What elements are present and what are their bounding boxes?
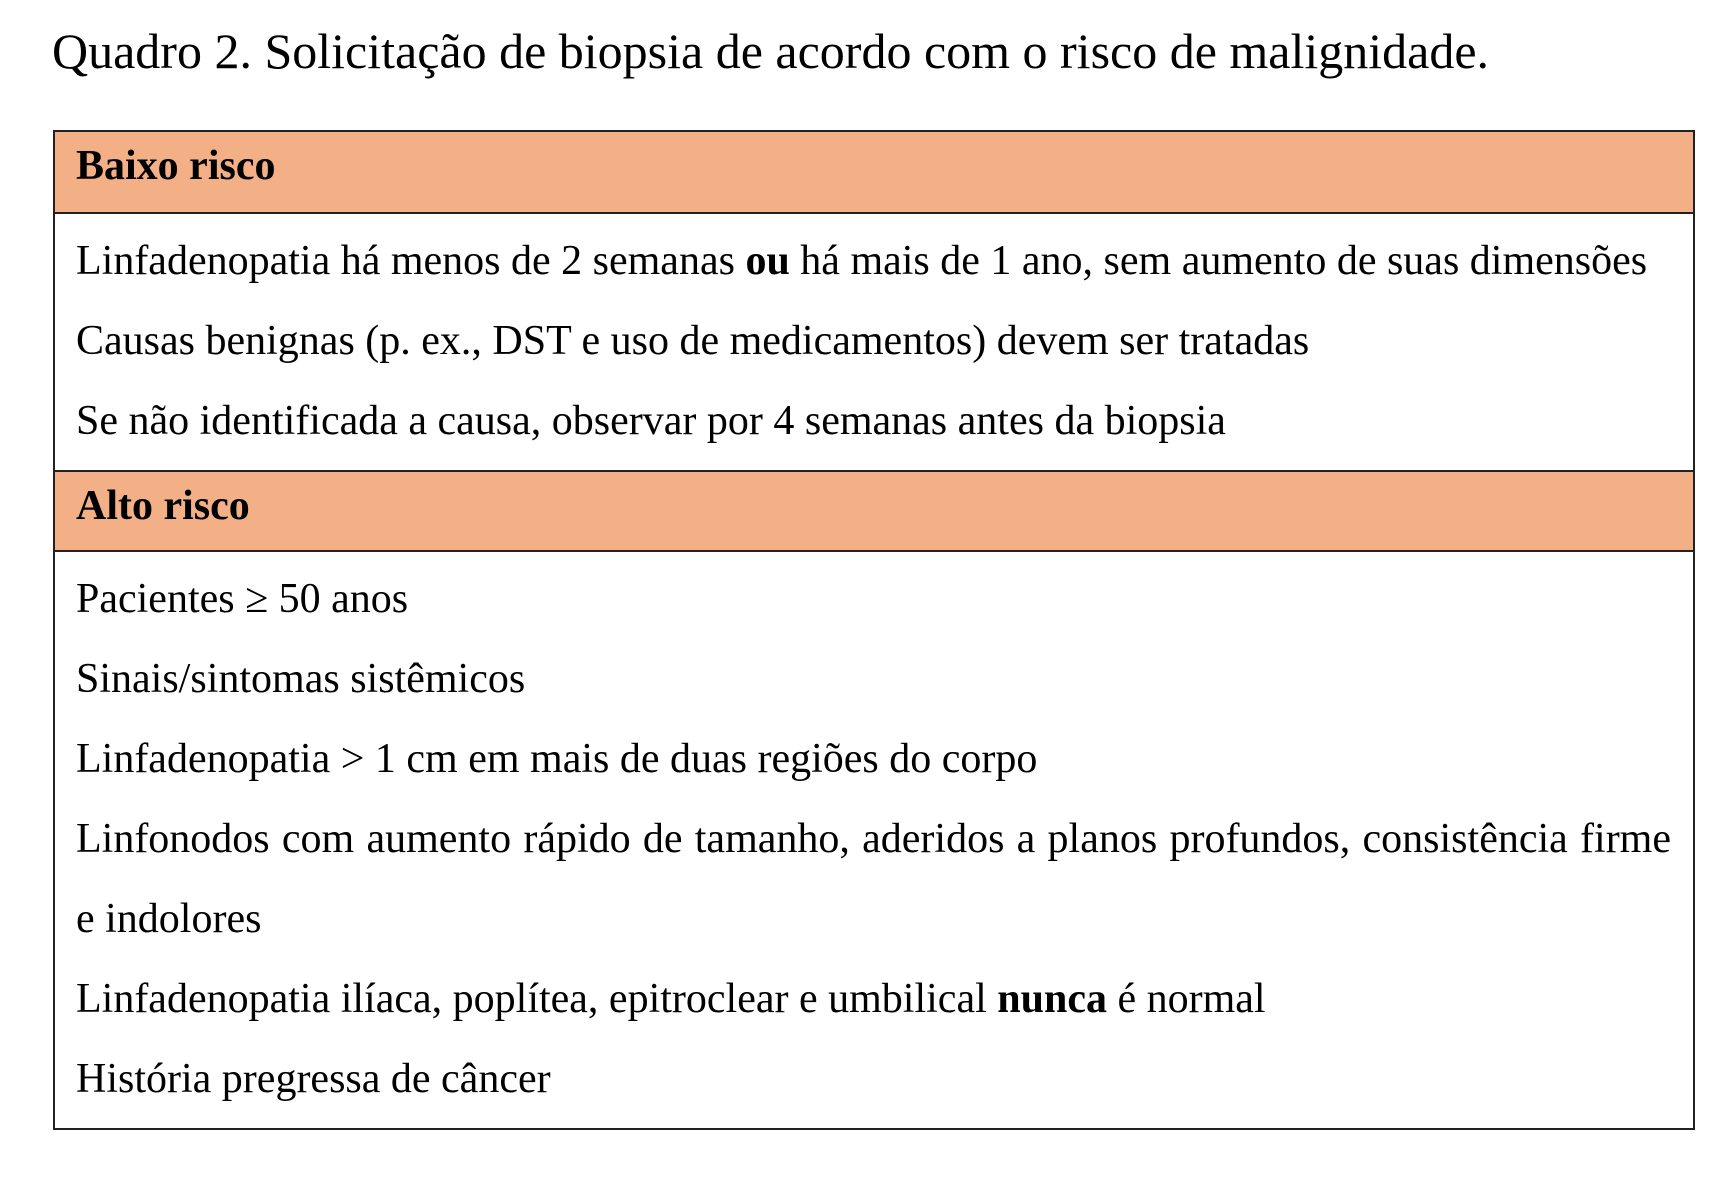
table-row: Sinais/sintomas sistêmicos <box>76 656 526 702</box>
table-row: História pregressa de câncer <box>76 1056 551 1102</box>
risk-table <box>53 130 1695 1130</box>
table-row: Pacientes ≥ 50 anos <box>76 576 409 622</box>
row-text: Linfadenopatia ilíaca, poplítea, epitroclear e umbilical <box>76 976 998 1022</box>
table-row: Se não identificada a causa, observar por 4 semanas antes da biopsia <box>76 398 1226 444</box>
section-header-baixo-risco: Baixo risco <box>55 132 1693 214</box>
row-text: há mais de 1 ano, sem aumento de suas dimensões <box>789 238 1648 284</box>
table-row <box>76 959 1671 1039</box>
table-row: Causas benignas (p. ex., DST e uso de medicamentos) devem ser tratadas <box>76 318 1310 364</box>
table-caption: Quadro 2. Solicitação de biopsia de acordo com o risco de malignidade. <box>52 23 1490 79</box>
table-row <box>76 221 1671 301</box>
section-body-baixo-risco <box>55 214 1693 470</box>
row-text: Linfadenopatia há menos de 2 semanas <box>76 238 746 284</box>
row-emphasis: nunca <box>997 976 1107 1022</box>
table-row: Linfonodos com aumento rápido de tamanho, aderidos a planos profundos, consistência firme e indolores <box>76 816 1671 942</box>
section-body-alto-risco <box>55 552 1693 1128</box>
table-row: Linfadenopatia > 1 cm em mais de duas regiões do corpo <box>76 736 1038 782</box>
section-header-alto-risco: Alto risco <box>55 470 1693 552</box>
row-text: é normal <box>1106 976 1266 1022</box>
row-emphasis: ou <box>745 238 790 284</box>
